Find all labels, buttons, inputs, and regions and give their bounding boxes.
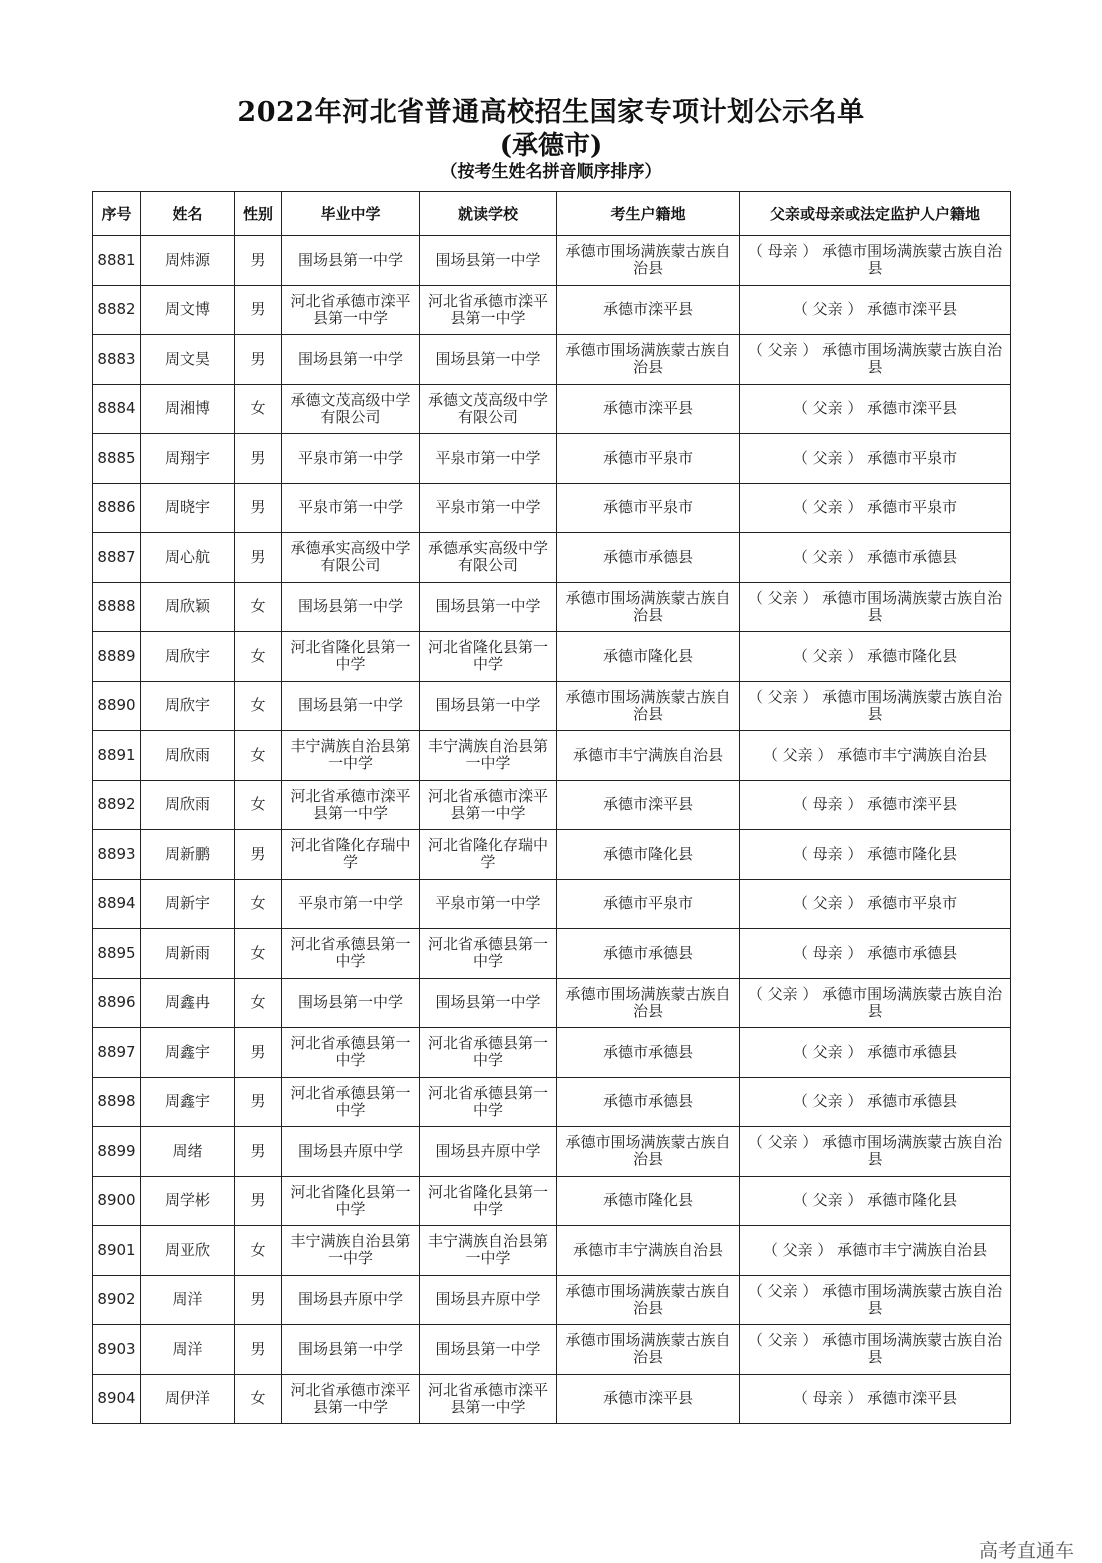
table-row (93, 236, 1011, 286)
table-row (93, 830, 1011, 880)
current-school-cell: 平泉市第一中学 (420, 434, 557, 484)
graduation-school-cell: 围场县卉原中学 (282, 1275, 420, 1325)
serial-number-cell: 8884 (93, 384, 141, 434)
household-registration-cell: 承德市滦平县 (557, 780, 740, 830)
col-gender-header: 性别 (235, 192, 282, 236)
name-cell: 周亚欣 (141, 1226, 235, 1276)
current-school-cell: 河北省承德市滦平县第一中学 (420, 1374, 557, 1424)
guardian-registration-cell: （ 母亲 ） 承德市滦平县 (740, 780, 1011, 830)
graduation-school-cell: 河北省隆化县第一中学 (282, 1176, 420, 1226)
household-registration-cell: 承德市滦平县 (557, 285, 740, 335)
gender-cell: 女 (235, 780, 282, 830)
current-school-cell: 围场县第一中学 (420, 1325, 557, 1375)
page-subtitle-city: (承德市) (499, 131, 603, 161)
table-row (93, 731, 1011, 781)
col-graduation-school-header: 毕业中学 (282, 192, 420, 236)
guardian-registration-cell: （ 父亲 ） 承德市平泉市 (740, 483, 1011, 533)
name-cell: 周欣雨 (141, 731, 235, 781)
name-cell: 周新雨 (141, 929, 235, 979)
name-cell: 周伊洋 (141, 1374, 235, 1424)
name-cell: 周绪 (141, 1127, 235, 1177)
household-registration-cell: 承德市平泉市 (557, 879, 740, 929)
table-row (93, 1374, 1011, 1424)
graduation-school-cell: 承德承实高级中学有限公司 (282, 533, 420, 583)
gender-cell: 女 (235, 978, 282, 1028)
serial-number-cell: 8898 (93, 1077, 141, 1127)
current-school-cell: 河北省隆化存瑞中学 (420, 830, 557, 880)
serial-number-cell: 8894 (93, 879, 141, 929)
serial-number-cell: 8889 (93, 632, 141, 682)
name-cell: 周鑫宇 (141, 1028, 235, 1078)
table-row (93, 285, 1011, 335)
name-cell: 周新鹏 (141, 830, 235, 880)
current-school-cell: 河北省隆化县第一中学 (420, 1176, 557, 1226)
graduation-school-cell: 承德文茂高级中学有限公司 (282, 384, 420, 434)
guardian-registration-cell: （ 父亲 ） 承德市围场满族蒙古族自治县 (740, 1127, 1011, 1177)
guardian-registration-cell: （ 父亲 ） 承德市平泉市 (740, 879, 1011, 929)
gender-cell: 男 (235, 483, 282, 533)
gender-cell: 男 (235, 236, 282, 286)
household-registration-cell: 承德市平泉市 (557, 434, 740, 484)
table-row (93, 1176, 1011, 1226)
table-row (93, 1028, 1011, 1078)
current-school-cell: 河北省承德市滦平县第一中学 (420, 285, 557, 335)
name-cell: 周新宇 (141, 879, 235, 929)
household-registration-cell: 承德市丰宁满族自治县 (557, 731, 740, 781)
guardian-registration-cell: （ 父亲 ） 承德市隆化县 (740, 632, 1011, 682)
guardian-registration-cell: （ 母亲 ） 承德市隆化县 (740, 830, 1011, 880)
table-row (93, 632, 1011, 682)
name-cell: 周欣宇 (141, 632, 235, 682)
table-row (93, 335, 1011, 385)
current-school-cell: 围场县第一中学 (420, 335, 557, 385)
gender-cell: 男 (235, 1028, 282, 1078)
table-row (93, 1127, 1011, 1177)
serial-number-cell: 8896 (93, 978, 141, 1028)
table-row (93, 879, 1011, 929)
graduation-school-cell: 河北省承德市滦平县第一中学 (282, 780, 420, 830)
graduation-school-cell: 平泉市第一中学 (282, 434, 420, 484)
name-cell: 周洋 (141, 1275, 235, 1325)
current-school-cell: 围场县卉原中学 (420, 1275, 557, 1325)
current-school-cell: 丰宁满族自治县第一中学 (420, 1226, 557, 1276)
graduation-school-cell: 平泉市第一中学 (282, 483, 420, 533)
header-row (93, 192, 1011, 236)
table-row (93, 1325, 1011, 1375)
serial-number-cell: 8902 (93, 1275, 141, 1325)
gender-cell: 男 (235, 1127, 282, 1177)
current-school-cell: 丰宁满族自治县第一中学 (420, 731, 557, 781)
guardian-registration-cell: （ 母亲 ） 承德市围场满族蒙古族自治县 (740, 236, 1011, 286)
current-school-cell: 围场县第一中学 (420, 582, 557, 632)
household-registration-cell: 承德市承德县 (557, 1028, 740, 1078)
guardian-registration-cell: （ 父亲 ） 承德市滦平县 (740, 285, 1011, 335)
guardian-registration-cell: （ 父亲 ） 承德市平泉市 (740, 434, 1011, 484)
current-school-cell: 河北省承德县第一中学 (420, 929, 557, 979)
col-serial-number-header: 序号 (93, 192, 141, 236)
current-school-cell: 围场县第一中学 (420, 978, 557, 1028)
col-current-school-header: 就读学校 (420, 192, 557, 236)
serial-number-cell: 8881 (93, 236, 141, 286)
guardian-registration-cell: （ 父亲 ） 承德市丰宁满族自治县 (740, 1226, 1011, 1276)
guardian-registration-cell: （ 父亲 ） 承德市围场满族蒙古族自治县 (740, 1325, 1011, 1375)
current-school-cell: 承德承实高级中学有限公司 (420, 533, 557, 583)
graduation-school-cell: 围场县第一中学 (282, 1325, 420, 1375)
household-registration-cell: 承德市隆化县 (557, 1176, 740, 1226)
current-school-cell: 平泉市第一中学 (420, 483, 557, 533)
guardian-registration-cell: （ 父亲 ） 承德市滦平县 (740, 384, 1011, 434)
graduation-school-cell: 河北省承德县第一中学 (282, 1077, 420, 1127)
table-row (93, 533, 1011, 583)
current-school-cell: 河北省隆化县第一中学 (420, 632, 557, 682)
graduation-school-cell: 河北省隆化存瑞中学 (282, 830, 420, 880)
name-cell: 周欣宇 (141, 681, 235, 731)
serial-number-cell: 8886 (93, 483, 141, 533)
serial-number-cell: 8883 (93, 335, 141, 385)
graduation-school-cell: 围场县第一中学 (282, 335, 420, 385)
name-cell: 周欣雨 (141, 780, 235, 830)
graduation-school-cell: 围场县第一中学 (282, 978, 420, 1028)
gender-cell: 男 (235, 1325, 282, 1375)
gender-cell: 女 (235, 879, 282, 929)
guardian-registration-cell: （ 父亲 ） 承德市隆化县 (740, 1176, 1011, 1226)
gender-cell: 男 (235, 1176, 282, 1226)
gender-cell: 男 (235, 434, 282, 484)
guardian-registration-cell: （ 父亲 ） 承德市围场满族蒙古族自治县 (740, 1275, 1011, 1325)
current-school-cell: 河北省承德县第一中学 (420, 1028, 557, 1078)
name-cell: 周湘博 (141, 384, 235, 434)
household-registration-cell: 承德市承德县 (557, 533, 740, 583)
serial-number-cell: 8890 (93, 681, 141, 731)
serial-number-cell: 8895 (93, 929, 141, 979)
gender-cell: 女 (235, 731, 282, 781)
graduation-school-cell: 河北省承德县第一中学 (282, 1028, 420, 1078)
name-cell: 周鑫宇 (141, 1077, 235, 1127)
current-school-cell: 平泉市第一中学 (420, 879, 557, 929)
serial-number-cell: 8893 (93, 830, 141, 880)
serial-number-cell: 8900 (93, 1176, 141, 1226)
table-row (93, 681, 1011, 731)
table-row (93, 582, 1011, 632)
table-row (93, 929, 1011, 979)
household-registration-cell: 承德市围场满族蒙古族自治县 (557, 1275, 740, 1325)
table-header (93, 192, 1011, 236)
current-school-cell: 围场县第一中学 (420, 681, 557, 731)
name-cell: 周洋 (141, 1325, 235, 1375)
household-registration-cell: 承德市隆化县 (557, 632, 740, 682)
gender-cell: 女 (235, 582, 282, 632)
serial-number-cell: 8897 (93, 1028, 141, 1078)
graduation-school-cell: 围场县卉原中学 (282, 1127, 420, 1177)
graduation-school-cell: 河北省承德市滦平县第一中学 (282, 1374, 420, 1424)
page-title: 2022年河北省普通高校招生国家专项计划公示名单 (237, 97, 865, 128)
serial-number-cell: 8901 (93, 1226, 141, 1276)
guardian-registration-cell: （ 父亲 ） 承德市围场满族蒙古族自治县 (740, 582, 1011, 632)
graduation-school-cell: 围场县第一中学 (282, 236, 420, 286)
col-guardian-registration-header: 父亲或母亲或法定监护人户籍地 (740, 192, 1011, 236)
serial-number-cell: 8882 (93, 285, 141, 335)
household-registration-cell: 承德市滦平县 (557, 1374, 740, 1424)
household-registration-cell: 承德市承德县 (557, 1077, 740, 1127)
name-cell: 周文昊 (141, 335, 235, 385)
col-name-header: 姓名 (141, 192, 235, 236)
household-registration-cell: 承德市隆化县 (557, 830, 740, 880)
table-row (93, 1226, 1011, 1276)
graduation-school-cell: 河北省承德县第一中学 (282, 929, 420, 979)
table-row (93, 780, 1011, 830)
serial-number-cell: 8892 (93, 780, 141, 830)
gender-cell: 男 (235, 1077, 282, 1127)
graduation-school-cell: 丰宁满族自治县第一中学 (282, 731, 420, 781)
guardian-registration-cell: （ 父亲 ） 承德市丰宁满族自治县 (740, 731, 1011, 781)
graduation-school-cell: 河北省承德市滦平县第一中学 (282, 285, 420, 335)
gender-cell: 男 (235, 285, 282, 335)
gender-cell: 男 (235, 830, 282, 880)
household-registration-cell: 承德市围场满族蒙古族自治县 (557, 681, 740, 731)
household-registration-cell: 承德市滦平县 (557, 384, 740, 434)
current-school-cell: 承德文茂高级中学有限公司 (420, 384, 557, 434)
table-body (93, 236, 1011, 1424)
table-row (93, 1077, 1011, 1127)
current-school-cell: 河北省承德县第一中学 (420, 1077, 557, 1127)
household-registration-cell: 承德市围场满族蒙古族自治县 (557, 1325, 740, 1375)
household-registration-cell: 承德市围场满族蒙古族自治县 (557, 1127, 740, 1177)
guardian-registration-cell: （ 母亲 ） 承德市承德县 (740, 929, 1011, 979)
graduation-school-cell: 围场县第一中学 (282, 681, 420, 731)
household-registration-cell: 承德市围场满族蒙古族自治县 (557, 978, 740, 1028)
serial-number-cell: 8903 (93, 1325, 141, 1375)
page-subtitle-sort-note: （按考生姓名拼音顺序排序） (440, 162, 662, 182)
name-cell: 周学彬 (141, 1176, 235, 1226)
table-row (93, 978, 1011, 1028)
name-cell: 周文博 (141, 285, 235, 335)
serial-number-cell: 8891 (93, 731, 141, 781)
guardian-registration-cell: （ 父亲 ） 承德市围场满族蒙古族自治县 (740, 335, 1011, 385)
name-cell: 周炜源 (141, 236, 235, 286)
gender-cell: 女 (235, 1374, 282, 1424)
guardian-registration-cell: （ 父亲 ） 承德市承德县 (740, 533, 1011, 583)
col-household-registration-header: 考生户籍地 (557, 192, 740, 236)
roster-table (92, 191, 1011, 1424)
gender-cell: 女 (235, 681, 282, 731)
table-row (93, 1275, 1011, 1325)
footer-watermark: 高考直通车 (978, 1540, 1074, 1562)
name-cell: 周翔宇 (141, 434, 235, 484)
graduation-school-cell: 围场县第一中学 (282, 582, 420, 632)
household-registration-cell: 承德市围场满族蒙古族自治县 (557, 236, 740, 286)
gender-cell: 女 (235, 632, 282, 682)
guardian-registration-cell: （ 父亲 ） 承德市承德县 (740, 1028, 1011, 1078)
graduation-school-cell: 平泉市第一中学 (282, 879, 420, 929)
serial-number-cell: 8899 (93, 1127, 141, 1177)
guardian-registration-cell: （ 父亲 ） 承德市承德县 (740, 1077, 1011, 1127)
name-cell: 周欣颖 (141, 582, 235, 632)
serial-number-cell: 8888 (93, 582, 141, 632)
graduation-school-cell: 丰宁满族自治县第一中学 (282, 1226, 420, 1276)
guardian-registration-cell: （ 父亲 ） 承德市围场满族蒙古族自治县 (740, 681, 1011, 731)
table-row (93, 434, 1011, 484)
gender-cell: 男 (235, 533, 282, 583)
name-cell: 周心航 (141, 533, 235, 583)
graduation-school-cell: 河北省隆化县第一中学 (282, 632, 420, 682)
name-cell: 周晓宇 (141, 483, 235, 533)
current-school-cell: 围场县卉原中学 (420, 1127, 557, 1177)
current-school-cell: 围场县第一中学 (420, 236, 557, 286)
serial-number-cell: 8887 (93, 533, 141, 583)
household-registration-cell: 承德市平泉市 (557, 483, 740, 533)
name-cell: 周鑫冉 (141, 978, 235, 1028)
gender-cell: 女 (235, 929, 282, 979)
household-registration-cell: 承德市承德县 (557, 929, 740, 979)
guardian-registration-cell: （ 父亲 ） 承德市围场满族蒙古族自治县 (740, 978, 1011, 1028)
gender-cell: 男 (235, 1275, 282, 1325)
gender-cell: 女 (235, 1226, 282, 1276)
serial-number-cell: 8885 (93, 434, 141, 484)
household-registration-cell: 承德市丰宁满族自治县 (557, 1226, 740, 1276)
gender-cell: 女 (235, 384, 282, 434)
household-registration-cell: 承德市围场满族蒙古族自治县 (557, 582, 740, 632)
table-row (93, 483, 1011, 533)
guardian-registration-cell: （ 母亲 ） 承德市滦平县 (740, 1374, 1011, 1424)
table-row (93, 384, 1011, 434)
serial-number-cell: 8904 (93, 1374, 141, 1424)
household-registration-cell: 承德市围场满族蒙古族自治县 (557, 335, 740, 385)
current-school-cell: 河北省承德市滦平县第一中学 (420, 780, 557, 830)
gender-cell: 男 (235, 335, 282, 385)
